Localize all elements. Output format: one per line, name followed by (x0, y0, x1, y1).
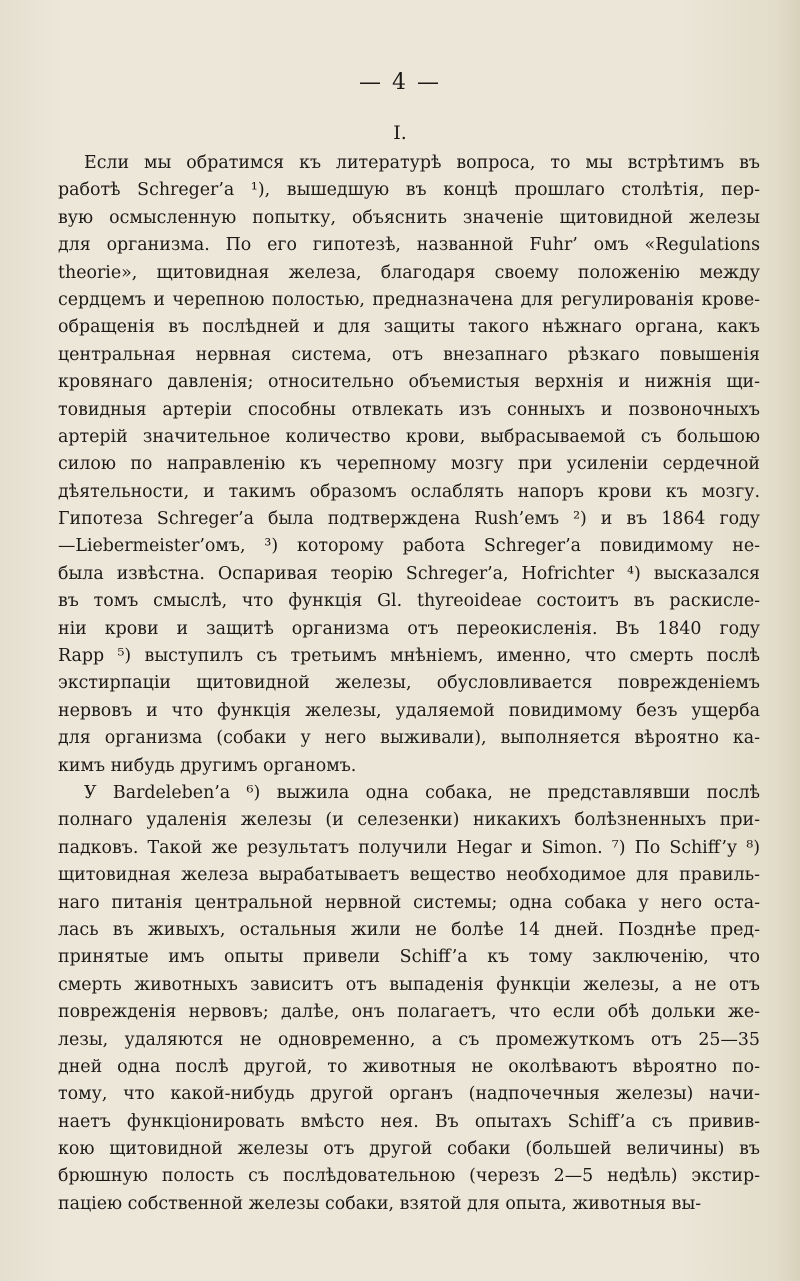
text-line: сердцемъ и черепною полостью, предназначена для регулированія крове- (58, 289, 760, 310)
page-number: — 4 — (359, 70, 441, 95)
text-line: наго питанія центральной нервной системы; одна собака у него оста- (58, 892, 760, 913)
text-line: вую осмысленную попытку, объяснить значеніе щитовидной железы (58, 207, 760, 228)
text-line: въ томъ смыслѣ, что функція Gl. thyreoideae состоитъ въ раскисле- (58, 591, 760, 612)
text-line: тому, что какой-нибудь другой органъ (надпочечныя железы) начи- (58, 1084, 760, 1105)
text-line: дней одна послѣ другой, то животныя не околѣваютъ вѣроятно по- (58, 1056, 760, 1077)
text-line: работѣ Schreger’а ¹), вышедшую въ концѣ прошлаго столѣтія, пер- (58, 180, 760, 201)
text-line: смерть животныхъ зависитъ отъ выпаденія функціи железы, а не отъ (58, 974, 760, 995)
text-line: лась въ живыхъ, остальныя жили не болѣе 14 дней. Позднѣе пред- (58, 919, 760, 940)
text-line: брюшную полость съ послѣдовательною (черезъ 2—5 недѣль) экстир- (58, 1166, 760, 1187)
text-line: для организма. По его гипотезѣ, названной Fuhr’ омъ «Regulations (58, 235, 760, 256)
text-line: экстирпаціи щитовидной железы, обусловливается поврежденіемъ (58, 673, 760, 694)
text-line: лезы, удаляются не одновременно, а съ промежуткомъ отъ 25—35 (58, 1029, 760, 1050)
text-line: полнаго удаленія железы (и селезенки) никакихъ болѣзненныхъ при- (58, 810, 760, 831)
text-line: паціею собственной железы собаки, взятой для опыта, животныя вы- (58, 1193, 702, 1214)
text-line: артерій значительное количество крови, выбрасываемой съ большою (58, 426, 760, 447)
text-line: щитовидная железа вырабатываетъ вещество необходимое для правиль- (58, 865, 760, 886)
body-text (58, 150, 760, 1218)
text-line: кимъ нибудь другимъ органомъ. (58, 755, 357, 776)
section-number: I. (393, 122, 407, 144)
text-line: принятые имъ опыты привели Schiff’а къ тому заключенію, что (58, 947, 760, 968)
text-line: кою щитовидной железы отъ другой собаки (большей величины) въ (58, 1139, 760, 1160)
text-line: нервовъ и что функція железы, удаляемой повидимому безъ ущерба (58, 700, 760, 721)
text-line: силою по направленію къ черепному мозгу при усиленіи сердечной (58, 454, 760, 475)
text-line: У Bardeleben’а ⁶) выжила одна собака, не представлявши послѣ (84, 782, 760, 803)
text-line: Гипотеза Schreger’а была подтверждена Rush’емъ ²) и въ 1864 году (58, 509, 760, 530)
text-line: центральная нервная система, отъ внезапнаго рѣзкаго повышенія (58, 344, 760, 365)
text-line: товидныя артеріи способны отвлекать изъ сонныхъ и позвоночныхъ (58, 399, 760, 420)
text-line: кровянаго давленія; относительно объемистыя верхнія и нижнія щи- (58, 372, 760, 393)
text-line: Rapp ⁵) выступилъ съ третьимъ мнѣніемъ, именно, что смерть послѣ (58, 646, 760, 667)
text-line: —Liebermeister’омъ, ³) которому работа Schreger’а повидимому не- (58, 536, 760, 557)
text-line: ніи крови и защитѣ организма отъ переокисленія. Въ 1840 году (58, 618, 760, 639)
text-line: обращенія въ послѣдней и для защиты такого нѣжнаго органа, какъ (58, 317, 760, 338)
text-line: была извѣстна. Оспаривая теорію Schreger’а, Hofrichter ⁴) высказался (58, 563, 760, 584)
text-line: для организма (собаки у него выживали), выполняется вѣроятно ка- (58, 728, 760, 749)
text-line: падковъ. Такой же результатъ получили Hegar и Simon. ⁷) По Schiff’у ⁸) (58, 837, 760, 858)
text-line: дѣятельности, и такимъ образомъ ослаблять напоръ крови къ мозгу. (58, 481, 760, 502)
text-line: поврежденія нервовъ; далѣе, онъ полагаетъ, что если обѣ дольки же- (58, 1002, 760, 1023)
text-line: наетъ функціонировать вмѣсто нея. Въ опытахъ Schiff’а съ привив- (58, 1111, 760, 1132)
text-line: Если мы обратимся къ литературѣ вопроса, то мы встрѣтимъ въ (84, 153, 760, 173)
text-line: theorie», щитовидная железа, благодаря своему положенію между (58, 262, 760, 283)
